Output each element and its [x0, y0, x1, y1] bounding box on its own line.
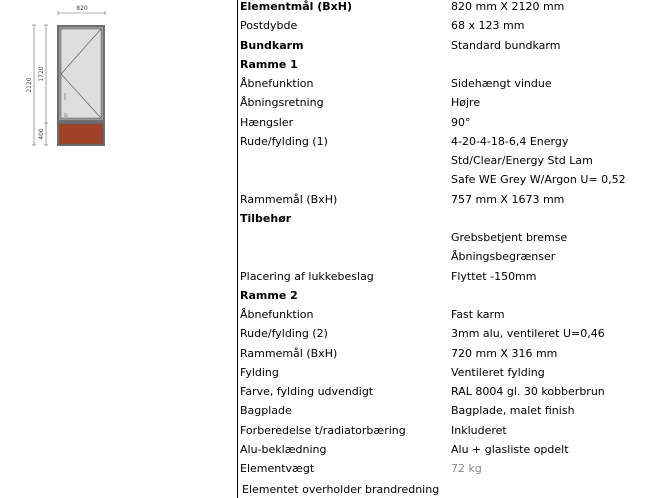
- spec-label: Forberedelse t/radiatorbæring: [240, 423, 406, 437]
- width-label: 820: [76, 5, 88, 12]
- spec-value: Alu + glasliste opdelt: [451, 442, 569, 456]
- spec-value: 90°: [451, 115, 471, 129]
- spec-value: Fast karm: [451, 308, 505, 321]
- spec-value: Sidehængt vindue: [451, 77, 552, 90]
- spec-value: 68 x 123 mm: [451, 19, 525, 33]
- spec-label: Postdybde: [240, 19, 298, 33]
- bottom-panel: [59, 124, 103, 144]
- spec-value: Åbningsbegrænser: [451, 250, 556, 264]
- lower-height-label: 400: [38, 128, 45, 140]
- spec-label: Rammemål (BxH): [240, 346, 338, 360]
- upper-height-label: 1720: [38, 66, 45, 82]
- spec-label: Alu-beklædning: [240, 442, 327, 456]
- spec-label: Elementmål (BxH): [240, 0, 352, 13]
- spec-value: 820 mm X 2120 mm: [451, 0, 565, 13]
- spec-value: 757 mm X 1673 mm: [451, 192, 565, 206]
- spec-label: Hængsler: [240, 115, 294, 129]
- spec-label: Rammemål (BxH): [240, 192, 338, 206]
- spec-label: Åbnefunktion: [240, 77, 314, 90]
- spec-value: Bagplade, malet finish: [451, 404, 575, 418]
- divider-line: [237, 0, 238, 498]
- spec-label: Ramme 1: [240, 57, 298, 71]
- sash-marker: SI: [64, 113, 68, 118]
- spec-label: Farve, fylding udvendigt: [240, 385, 374, 398]
- spec-value: Std/Clear/Energy Std Lam: [451, 154, 593, 167]
- spec-label: Tilbehør: [240, 211, 292, 225]
- window-drawing: [0, 0, 120, 160]
- glass-pane: [61, 29, 101, 118]
- spec-label: Rude/fylding (2): [240, 327, 328, 341]
- spec-value: 72 kg: [451, 462, 482, 475]
- spec-value: 4-20-4-18-6,4 Energy: [451, 134, 569, 148]
- spec-label: Åbnefunktion: [240, 308, 314, 321]
- spec-label: Bundkarm: [240, 38, 304, 52]
- spec-value: 3mm alu, ventileret U=0,46: [451, 327, 605, 341]
- spec-value: Inkluderet: [451, 423, 507, 437]
- spec-value: Standard bundkarm: [451, 38, 561, 52]
- spec-value: Ventileret fylding: [451, 365, 545, 379]
- spec-label: Rude/fylding (1): [240, 134, 328, 148]
- spec-label: Elementvægt: [240, 462, 315, 475]
- spec-label: Placering af lukkebeslag: [240, 269, 374, 283]
- spec-value: Højre: [451, 96, 481, 110]
- spec-label: Fylding: [240, 365, 279, 379]
- spec-label: Åbningsretning: [240, 96, 324, 110]
- fire-compliance-note: Elementet overholder brandredning: [242, 483, 440, 496]
- spec-label: Bagplade: [240, 404, 292, 418]
- spec-value: Safe WE Grey W/Argon U= 0,52: [451, 173, 626, 187]
- spec-label: Ramme 2: [240, 288, 298, 302]
- total-height-label: 2120: [26, 77, 33, 93]
- spec-value: RAL 8004 gl. 30 kobberbrun: [451, 385, 605, 398]
- spec-value: Grebsbetjent bremse: [451, 231, 568, 244]
- spec-value: Flyttet -150mm: [451, 269, 537, 283]
- spec-value: 720 mm X 316 mm: [451, 346, 558, 360]
